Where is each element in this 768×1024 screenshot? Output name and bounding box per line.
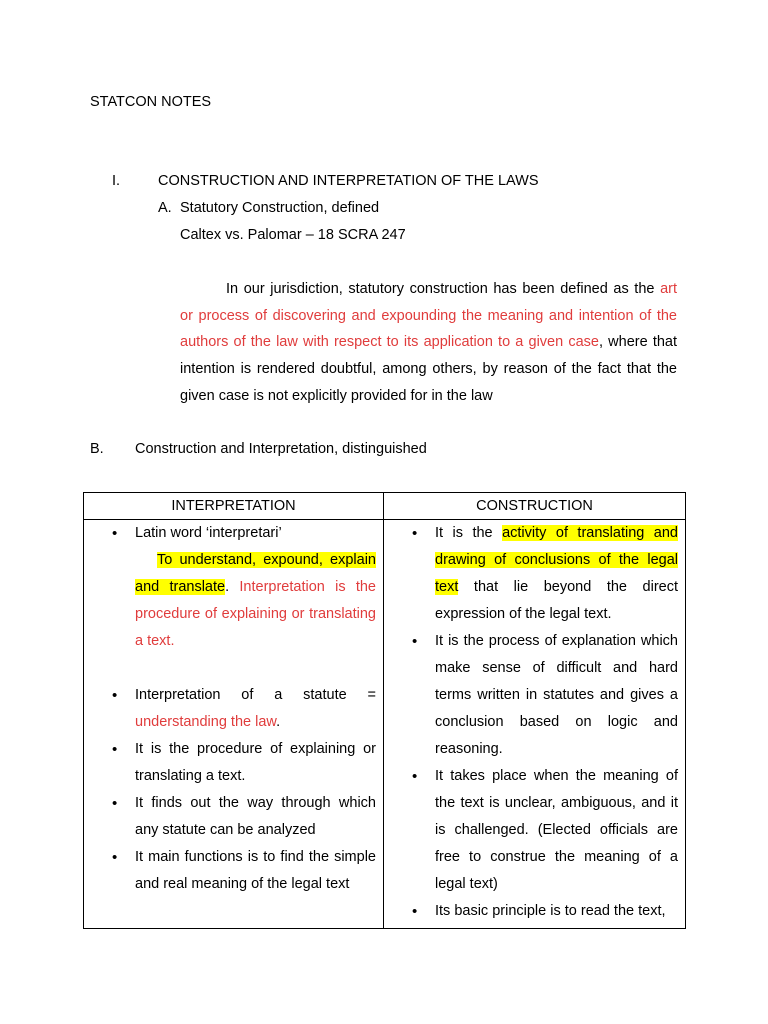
interpretation-list — [84, 520, 383, 547]
construction-cell — [384, 520, 686, 929]
highlighted-text: activity of translating and drawing of conclusions of the legal text — [435, 525, 678, 595]
red-text: understanding the law — [135, 714, 277, 730]
document-title: STATCON NOTES — [90, 94, 212, 110]
construction-list — [384, 520, 685, 925]
paragraph-text: In our jurisdiction, statutory construction has been defined as the — [226, 281, 655, 297]
header-interpretation: INTERPRETATION — [84, 493, 384, 520]
list-item: • It is the activity of translating and drawing of conclusions of the legal text that lie beyond the direct expression of the legal text. — [384, 520, 685, 628]
subsection-heading: Statutory Construction, defined — [180, 200, 380, 216]
header-construction: CONSTRUCTION — [384, 493, 686, 520]
list-item: • It finds out the way through which any statute can be analyzed — [84, 790, 383, 844]
definition-paragraph — [180, 276, 677, 410]
table-header-row — [84, 493, 686, 520]
case-citation: Caltex vs. Palomar – 18 SCRA 247 — [180, 227, 406, 243]
interpretation-definition: To understand, expound, explain and translate. Interpretation is the procedure of explaining or translating a text. — [135, 552, 376, 649]
list-item: • Interpretation of a statute = understanding the law. — [84, 682, 383, 736]
interpretation-cell — [84, 520, 384, 929]
section-b-heading: Construction and Interpretation, distinguished — [135, 441, 427, 457]
list-item: • It takes place when the meaning of the text is unclear, ambiguous, and it is challenged. (Elected officials are free to construe the meaning of a legal text) — [384, 763, 685, 898]
subsection-letter: A. — [158, 200, 172, 216]
section-b-letter: B. — [90, 441, 104, 457]
section-numeral: I. — [112, 173, 121, 189]
list-item: • Its basic principle is to read the text, — [384, 898, 685, 925]
list-item: • It main functions is to find the simple and real meaning of the legal text — [84, 844, 383, 898]
section-heading: CONSTRUCTION AND INTERPRETATION OF THE LAWS — [158, 173, 539, 189]
paragraph-text-end: , where that intention is rendered doubtful, among others, by reason of the fact that the given case is not explicitly provided for in the law — [180, 334, 678, 404]
paragraph-red-text: art or process of discovering and expounding the meaning and intention of the authors of the law with respect to its application to a given case — [180, 281, 677, 351]
table-body-row — [84, 520, 686, 929]
highlighted-text: To understand, expound, explain and translate — [135, 552, 376, 595]
list-item: • Latin word ‘interpretari’ — [84, 520, 383, 547]
list-item: • It is the procedure of explaining or translating a text. — [84, 736, 383, 790]
list-item: • It is the process of explanation which make sense of difficult and hard terms written in statutes and gives a conclusion based on logic and reasoning. — [384, 628, 685, 763]
comparison-table — [83, 492, 686, 929]
red-text: Interpretation is the procedure of explaining or translating a text. — [135, 579, 376, 649]
